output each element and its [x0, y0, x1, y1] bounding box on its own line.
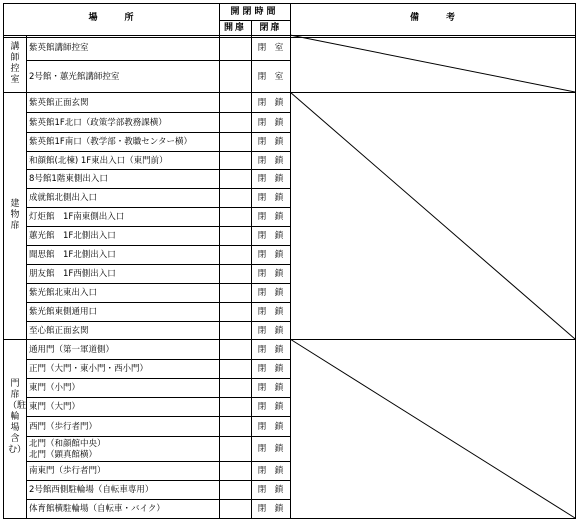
- closing-status: 閉 鎖: [257, 504, 284, 514]
- place-name: 紫光館東側通用口: [29, 307, 98, 317]
- row-divider: [26, 480, 290, 481]
- row-divider: [26, 416, 290, 417]
- place-name: 東門（大門）: [29, 402, 81, 412]
- place-name: 至心館正面玄関: [29, 325, 89, 336]
- place-name: 灯炬館 1F南東側出入口: [29, 212, 125, 222]
- closing-status: 閉 室: [257, 43, 284, 53]
- place-name: 東門（小門）: [29, 383, 81, 393]
- place-name: 和顔館(北棟) 1F東出入口（東門前）: [29, 155, 168, 166]
- row-divider: [26, 436, 290, 437]
- closing-status: 閉 鎖: [257, 117, 284, 128]
- remarks-slash: [290, 35, 575, 92]
- section-label: 講師控室: [10, 41, 20, 85]
- col-line-open: [219, 3, 220, 518]
- header-remarks: 備 考: [409, 13, 455, 23]
- col-line-place: [26, 339, 27, 518]
- closing-status: 閉 鎖: [257, 325, 284, 336]
- closing-status: 閉 鎖: [257, 421, 284, 432]
- closing-status: 閉 鎖: [257, 485, 284, 495]
- place-name: 紫英館正面玄関: [29, 97, 89, 108]
- closing-status: 閉 室: [257, 71, 284, 82]
- row-divider: [26, 499, 290, 500]
- header-hours-divider: [219, 20, 290, 21]
- section-label: 建物扉: [10, 199, 20, 231]
- table-border-left: [3, 3, 4, 518]
- row-divider: [26, 169, 290, 170]
- closing-status: 閉 鎖: [257, 269, 284, 279]
- section-divider: [3, 339, 575, 340]
- header-location: 場 所: [88, 13, 134, 23]
- place-name: 蕙光館 1F北側出入口: [29, 231, 116, 241]
- header-close: 閉扉: [259, 23, 282, 33]
- closing-status: 閉 鎖: [257, 307, 284, 317]
- section-label: 門扉（駐輪場含む）: [8, 379, 27, 455]
- place-name: 紫英館講師控室: [29, 43, 89, 53]
- closing-status: 閉 鎖: [257, 288, 284, 298]
- place-name: 通用門（第一軍道側）: [29, 344, 115, 355]
- row-divider: [26, 151, 290, 152]
- remarks-slash: [290, 92, 575, 339]
- place-name: 2号館・蕙光館講師控室: [29, 71, 120, 82]
- row-divider: [26, 226, 290, 227]
- place-name: 2号館西側駐輪場（自転車専用）: [29, 485, 154, 495]
- table-border-right: [575, 3, 576, 519]
- place-name: 8号館1階東側出入口: [29, 174, 108, 184]
- place-name: 北門（和顔館中央） 北門（顕真館横）: [29, 438, 106, 460]
- place-name: 紫英館1F南口（教学部・教職センター横）: [29, 137, 192, 147]
- closing-status: 閉 鎖: [257, 193, 284, 203]
- col-line-place: [26, 35, 27, 92]
- place-name: 紫英館1F北口（政策学部教務課横）: [29, 117, 167, 128]
- place-name: 聞思館 1F北側出入口: [29, 250, 116, 260]
- section-divider: [3, 92, 575, 93]
- row-divider: [26, 359, 290, 360]
- place-name: 南東門（歩行者門）: [29, 466, 106, 476]
- place-name: 体育館横駐輪場（自転車・バイク）: [29, 504, 165, 514]
- table-border-top: [3, 3, 575, 4]
- row-divider: [26, 207, 290, 208]
- closing-status: 閉 鎖: [257, 155, 284, 166]
- table-border-bottom: [3, 518, 575, 519]
- row-divider: [26, 321, 290, 322]
- closing-status: 閉 鎖: [257, 364, 284, 374]
- closing-status: 閉 鎖: [257, 97, 284, 108]
- closing-status: 閉 鎖: [257, 212, 284, 222]
- place-name: 西門（歩行者門）: [29, 421, 98, 432]
- header-bottom-line-2: [3, 37, 575, 38]
- closing-status: 閉 鎖: [257, 444, 284, 454]
- row-divider: [26, 60, 290, 61]
- row-divider: [26, 264, 290, 265]
- row-divider: [26, 112, 290, 113]
- closing-status: 閉 鎖: [257, 174, 284, 184]
- row-divider: [26, 188, 290, 189]
- closing-status: 閉 鎖: [257, 344, 284, 355]
- closing-status: 閉 鎖: [257, 137, 284, 147]
- place-name: 朋友館 1F西側出入口: [29, 269, 116, 279]
- remarks-slash: [290, 339, 575, 518]
- closing-status: 閉 鎖: [257, 402, 284, 412]
- col-line-remarks: [290, 3, 291, 518]
- row-divider: [26, 245, 290, 246]
- row-divider: [26, 283, 290, 284]
- header-hours: 開閉時間: [230, 7, 279, 17]
- closing-status: 閉 鎖: [257, 250, 284, 260]
- row-divider: [26, 378, 290, 379]
- row-divider: [26, 461, 290, 462]
- row-divider: [26, 302, 290, 303]
- place-name: 正門（大門・東小門・西小門）: [29, 364, 149, 374]
- row-divider: [26, 132, 290, 133]
- row-divider: [26, 397, 290, 398]
- place-name: 成就館北側出入口: [29, 193, 98, 203]
- place-name: 紫光館北東出入口: [29, 288, 98, 298]
- closing-status: 閉 鎖: [257, 383, 284, 393]
- header-open: 開扉: [223, 23, 246, 33]
- header-bottom-line: [3, 35, 575, 36]
- closing-status: 閉 鎖: [257, 466, 284, 476]
- closing-status: 閉 鎖: [257, 231, 284, 241]
